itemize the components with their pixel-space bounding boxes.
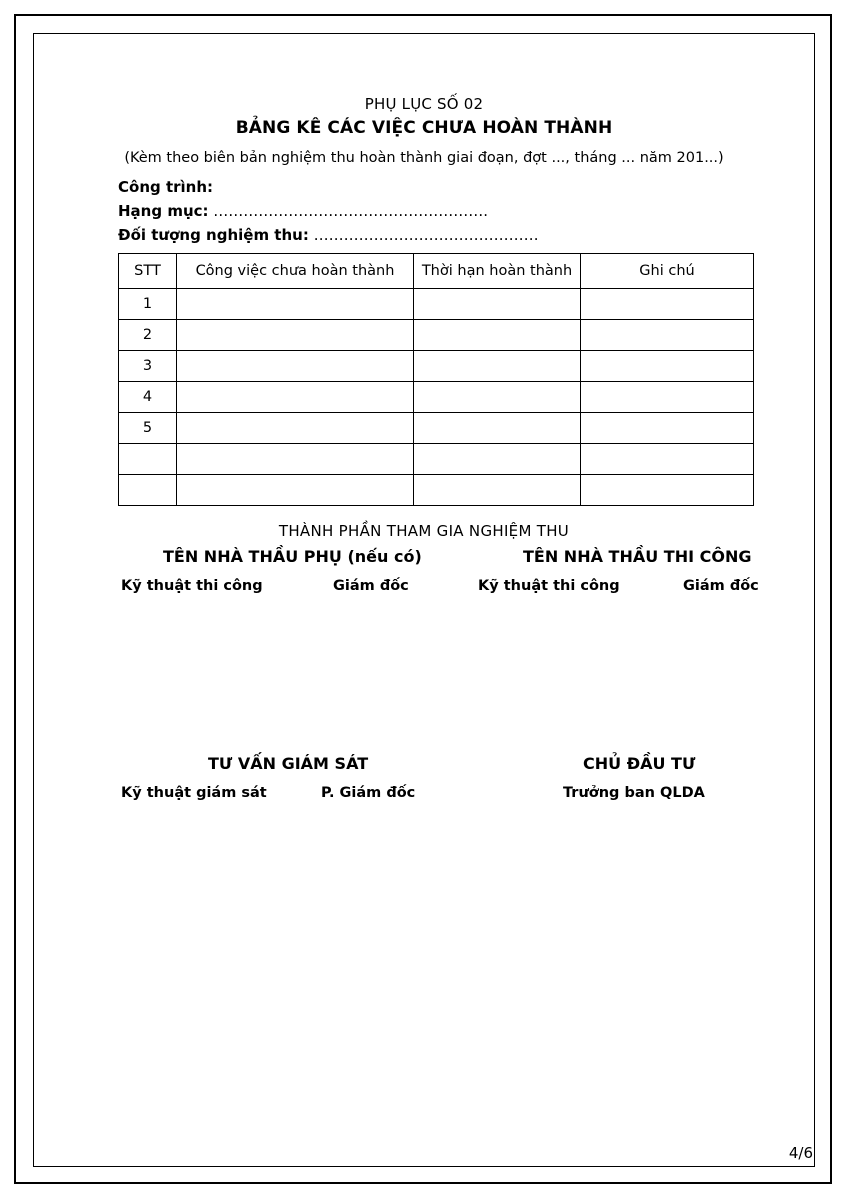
column-header-work: Công việc chưa hoàn thành [177,254,414,289]
document-subtitle: (Kèm theo biên bản nghiệm thu hoàn thành giai đoạn, đợt ..., tháng ... năm 201...) [124,150,724,166]
sig-title-contractor: TÊN NHÀ THẦU THI CÔNG [523,547,752,566]
field-doi-tuong-value: ……………………………………… [308,226,539,244]
cell-note [581,413,754,444]
field-hang-muc-label: Hạng mục: [118,202,209,220]
cell-work [177,351,414,382]
field-hang-muc-value: ………………………………………………. [208,202,489,220]
sig-role-sub-director: Giám đốc [333,578,409,594]
sig-role-contractor-director: Giám đốc [683,578,759,594]
cell-stt: 4 [119,382,177,413]
table-row [119,444,754,475]
sig-title-investor: CHỦ ĐẦU TƯ [583,754,696,773]
sig-role-supervision-deputy: P. Giám đốc [321,785,416,801]
cell-note [581,444,754,475]
signature-roles-row-1 [33,578,815,604]
signature-block-2 [33,754,815,811]
column-header-stt: STT [119,254,177,289]
cell-stt: 3 [119,351,177,382]
cell-note [581,351,754,382]
cell-note [581,382,754,413]
sig-role-investor-manager: Trưởng ban QLDA [563,785,705,801]
sig-title-subcontractor: TÊN NHÀ THẦU PHỤ (nếu có) [163,547,422,566]
page-content [33,33,815,1167]
participants-heading: THÀNH PHẦN THAM GIA NGHIỆM THU [278,522,570,540]
cell-note [581,289,754,320]
cell-stt: 1 [119,289,177,320]
cell-work [177,413,414,444]
cell-stt [119,444,177,475]
signature-roles-row-2 [33,785,815,811]
table-header-row [119,254,754,289]
table-row [119,351,754,382]
field-cong-trinh [118,178,815,196]
appendix-number: PHỤ LỤC SỐ 02 [364,95,484,113]
cell-stt: 5 [119,413,177,444]
cell-work [177,475,414,506]
sig-title-supervision: TƯ VẤN GIÁM SÁT [208,754,369,773]
cell-deadline [414,382,581,413]
cell-work [177,382,414,413]
cell-deadline [414,475,581,506]
field-hang-muc [118,202,815,220]
column-header-deadline: Thời hạn hoàn thành [414,254,581,289]
field-doi-tuong-nghiem-thu [118,226,815,244]
sig-role-supervision-technician: Kỹ thuật giám sát [121,785,267,801]
form-fields [33,178,815,244]
cell-stt: 2 [119,320,177,351]
cell-work [177,320,414,351]
cell-deadline [414,320,581,351]
table-row [119,413,754,444]
page-number: 4/6 [788,1144,813,1162]
unfinished-works-table [118,253,754,506]
table-row [119,320,754,351]
field-cong-trinh-label: Công trình: [118,178,214,196]
page-title: BẢNG KÊ CÁC VIỆC CHƯA HOÀN THÀNH [235,118,613,138]
cell-note [581,475,754,506]
cell-work [177,444,414,475]
cell-stt [119,475,177,506]
table-row [119,475,754,506]
table-row [119,382,754,413]
sig-role-sub-technician: Kỹ thuật thi công [121,578,263,594]
table-row [119,289,754,320]
cell-deadline [414,444,581,475]
signature-titles-row-1 [33,547,815,573]
cell-note [581,320,754,351]
cell-deadline [414,413,581,444]
signature-titles-row-2 [33,754,815,780]
cell-deadline [414,289,581,320]
field-doi-tuong-label: Đối tượng nghiệm thu: [118,226,309,244]
cell-work [177,289,414,320]
sig-role-contractor-technician: Kỹ thuật thi công [478,578,620,594]
column-header-note: Ghi chú [581,254,754,289]
cell-deadline [414,351,581,382]
